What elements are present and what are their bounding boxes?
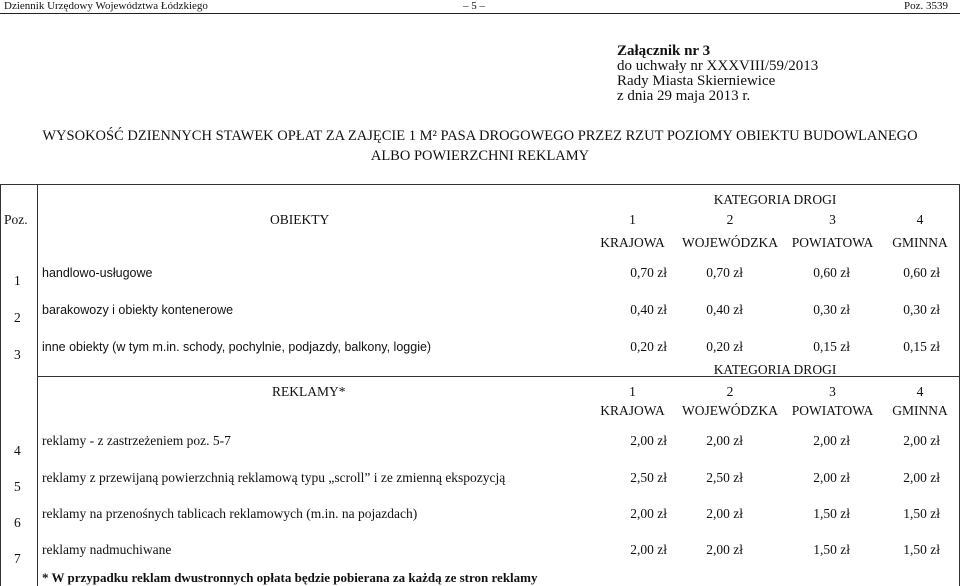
ads-cat-name-gminna: GMINNA xyxy=(892,403,948,418)
ads-cat-name-wojewodzka: WOJEWÓDZKA xyxy=(682,403,778,418)
row-number: 4 xyxy=(14,443,21,458)
rate-krajowa: 2,00 zł xyxy=(630,506,667,521)
ads-cat-number-2: 2 xyxy=(726,384,734,399)
poz-header: Poz. xyxy=(4,212,28,227)
cat-name-gminna: GMINNA xyxy=(892,235,948,250)
rate-gminna: 1,50 zł xyxy=(903,542,940,557)
rate-krajowa: 0,70 zł xyxy=(630,265,667,280)
row-number: 5 xyxy=(14,479,21,494)
category-header: KATEGORIA DROGI xyxy=(713,192,837,207)
table-left-border xyxy=(0,184,1,586)
row-description: handlowo-usługowe xyxy=(42,266,153,280)
row-number: 7 xyxy=(14,551,21,566)
position-number: Poz. 3539 xyxy=(904,0,948,12)
rate-powiatowa: 0,15 zł xyxy=(813,339,850,354)
row-number: 1 xyxy=(14,273,21,288)
rate-krajowa: 2,50 zł xyxy=(630,470,667,485)
ads-cat-number-1: 1 xyxy=(629,384,636,399)
rate-wojewodzka: 0,20 zł xyxy=(706,339,743,354)
rate-powiatowa: 0,60 zł xyxy=(813,265,850,280)
row-description: reklamy - z zastrzeżeniem poz. 5-7 xyxy=(42,433,231,448)
rate-powiatowa: 2,00 zł xyxy=(813,433,850,448)
rate-gminna: 1,50 zł xyxy=(903,506,940,521)
rate-powiatowa: 1,50 zł xyxy=(813,542,850,557)
rate-gminna: 2,00 zł xyxy=(903,433,940,448)
journal-header xyxy=(0,0,960,14)
ads-category-header: KATEGORIA DROGI xyxy=(713,362,837,377)
annex-date: z dnia 29 maja 2013 r. xyxy=(617,88,751,104)
rate-gminna: 0,60 zł xyxy=(903,265,940,280)
page-number: – 5 – xyxy=(463,0,485,12)
cat-number-2: 2 xyxy=(726,212,734,227)
annex-resolution: do uchwały nr XXXVIII/59/2013 xyxy=(617,58,819,74)
ads-cat-name-powiatowa: POWIATOWA xyxy=(791,403,874,418)
table-top-border xyxy=(0,184,960,185)
row-description: reklamy na przenośnych tablicach reklamowych (m.in. na pojazdach) xyxy=(42,506,418,521)
rate-gminna: 0,15 zł xyxy=(903,339,940,354)
ads-cat-name-krajowa: KRAJOWA xyxy=(600,403,665,418)
rate-wojewodzka: 2,00 zł xyxy=(706,433,743,448)
journal-name: Dziennik Urzędowy Województwa Łódzkiego xyxy=(4,0,208,12)
rate-powiatowa: 0,30 zł xyxy=(813,302,850,317)
cat-number-4: 4 xyxy=(916,212,924,227)
cat-name-wojewodzka: WOJEWÓDZKA xyxy=(682,235,778,250)
footnote: * W przypadku reklam dwustronnych opłata będzie pobierana za każdą ze stron reklamy xyxy=(42,570,538,585)
rate-krajowa: 0,40 zł xyxy=(630,302,667,317)
cat-number-3: 3 xyxy=(829,212,836,227)
row-description: reklamy nadmuchiwane xyxy=(42,542,172,557)
cat-name-powiatowa: POWIATOWA xyxy=(791,235,874,250)
row-description: reklamy z przewijaną powierzchnią reklamową typu „scroll” i ze zmienną ekspozycją xyxy=(42,470,506,485)
annex-council: Rady Miasta Skierniewice xyxy=(617,73,776,89)
ads-cat-number-3: 3 xyxy=(829,384,836,399)
rate-wojewodzka: 0,70 zł xyxy=(706,265,743,280)
rate-gminna: 2,00 zł xyxy=(903,470,940,485)
rate-wojewodzka: 0,40 zł xyxy=(706,302,743,317)
cat-name-krajowa: KRAJOWA xyxy=(600,235,665,250)
rate-powiatowa: 1,50 zł xyxy=(813,506,850,521)
rate-krajowa: 2,00 zł xyxy=(630,433,667,448)
ads-header: REKLAMY* xyxy=(272,384,346,399)
poz-column-divider xyxy=(37,184,38,586)
annex-block xyxy=(617,44,818,104)
rate-powiatowa: 2,00 zł xyxy=(813,470,850,485)
document-title xyxy=(0,126,960,166)
row-description: barakowozy i obiekty kontenerowe xyxy=(42,303,234,317)
annex-title: Załącznik nr 3 xyxy=(617,43,711,59)
rates-table xyxy=(0,184,960,586)
row-number: 2 xyxy=(14,310,21,325)
cat-number-1: 1 xyxy=(629,212,636,227)
rate-krajowa: 2,00 zł xyxy=(630,542,667,557)
row-number: 6 xyxy=(14,515,21,530)
rate-wojewodzka: 2,00 zł xyxy=(706,506,743,521)
row-number: 3 xyxy=(14,347,21,362)
rate-gminna: 0,30 zł xyxy=(903,302,940,317)
document-title-line1: WYSOKOŚĆ DZIENNYCH STAWEK OPŁAT ZA ZAJĘCIE 1 M² PASA DROGOWEGO PRZEZ RZUT POZIOMY OBIEKTU BUDOWLANEGO xyxy=(42,128,918,144)
rate-krajowa: 0,20 zł xyxy=(630,339,667,354)
ads-cat-number-4: 4 xyxy=(916,384,924,399)
document-title-line2: ALBO POWIERZCHNI REKLAMY xyxy=(370,148,590,164)
objects-header: OBIEKTY xyxy=(270,212,330,227)
rate-wojewodzka: 2,00 zł xyxy=(706,542,743,557)
row-description: inne obiekty (w tym m.in. schody, pochylnie, podjazdy, balkony, loggie) xyxy=(42,340,432,354)
rate-wojewodzka: 2,50 zł xyxy=(706,470,743,485)
